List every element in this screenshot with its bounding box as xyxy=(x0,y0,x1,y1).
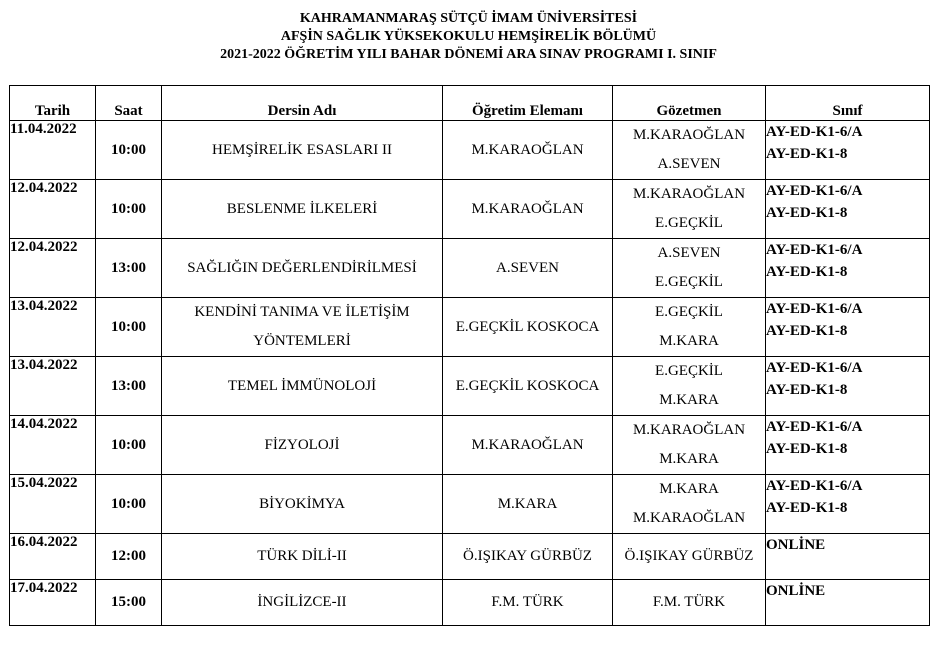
room-code: AY-ED-K1-6/A xyxy=(766,242,863,258)
instructor-cell: F.M. TÜRK xyxy=(443,580,613,626)
proctor-name: A.SEVEN xyxy=(657,245,721,261)
course-cell xyxy=(162,416,443,475)
proctor-cell xyxy=(613,416,766,475)
course-name-line: TEMEL İMMÜNOLOJİ xyxy=(227,377,377,394)
room-cell xyxy=(766,298,930,357)
room-code: AY-ED-K1-6/A xyxy=(766,183,863,199)
column-header-course: Dersin Adı xyxy=(162,86,443,121)
date-cell: 12.04.2022 xyxy=(10,239,96,298)
exam-schedule-table xyxy=(9,85,930,626)
proctor-name: M.KARA xyxy=(659,333,719,349)
room-code: AY-ED-K1-6/A xyxy=(766,360,863,376)
time-cell: 13:00 xyxy=(96,239,162,298)
room-cell xyxy=(766,475,930,534)
proctor-name: M.KARAOĞLAN xyxy=(632,510,746,526)
course-cell xyxy=(162,475,443,534)
course-name-line: İNGİLİZCE-II xyxy=(257,594,347,610)
proctor-name: E.GEÇKİL xyxy=(655,304,723,320)
date-cell: 16.04.2022 xyxy=(10,534,96,580)
course-name-line: TÜRK DİLİ-II xyxy=(257,548,347,564)
room-code: AY-ED-K1-6/A xyxy=(766,419,863,435)
proctor-name: E.GEÇKİL xyxy=(655,274,723,290)
proctor-cell xyxy=(613,239,766,298)
proctor-name: M.KARAOĞLAN xyxy=(632,127,746,143)
table-row xyxy=(10,416,930,475)
table-row xyxy=(10,357,930,416)
instructor-cell: A.SEVEN xyxy=(443,239,613,298)
time-cell: 10:00 xyxy=(96,475,162,534)
room-cell xyxy=(766,534,930,580)
proctor-cell xyxy=(613,534,766,580)
course-cell xyxy=(162,239,443,298)
date-cell: 14.04.2022 xyxy=(10,416,96,475)
course-name-line: HEMŞİRELİK ESASLARI II xyxy=(212,141,392,158)
date-cell: 12.04.2022 xyxy=(10,180,96,239)
table-row xyxy=(10,239,930,298)
room-code: AY-ED-K1-8 xyxy=(766,323,848,339)
proctor-name: M.KARA xyxy=(659,451,719,467)
column-header-date: Tarih xyxy=(10,86,96,121)
schedule-title: 2021-2022 ÖĞRETİM YILI BAHAR DÖNEMİ ARA SINAV PROGRAMI I. SINIF xyxy=(220,47,717,62)
table-row xyxy=(10,121,930,180)
course-cell xyxy=(162,534,443,580)
table-header-row xyxy=(10,86,930,121)
course-cell xyxy=(162,180,443,239)
room-cell xyxy=(766,580,930,626)
proctor-name: M.KARA xyxy=(659,481,719,497)
time-cell: 10:00 xyxy=(96,180,162,239)
table-row xyxy=(10,475,930,534)
course-cell xyxy=(162,357,443,416)
proctor-name: F.M. TÜRK xyxy=(652,594,726,610)
course-cell xyxy=(162,580,443,626)
room-cell xyxy=(766,239,930,298)
course-cell xyxy=(162,298,443,357)
table-row xyxy=(10,534,930,580)
proctor-name: E.GEÇKİL xyxy=(655,363,723,379)
room-code: AY-ED-K1-8 xyxy=(766,264,848,280)
time-cell: 13:00 xyxy=(96,357,162,416)
time-cell: 12:00 xyxy=(96,534,162,580)
course-cell xyxy=(162,121,443,180)
department-title: AFŞİN SAĞLIK YÜKSEKOKULU HEMŞİRELİK BÖLÜMÜ xyxy=(280,29,657,44)
room-cell xyxy=(766,357,930,416)
instructor-cell: M.KARAOĞLAN xyxy=(443,416,613,475)
document-header xyxy=(0,10,937,64)
proctor-cell xyxy=(613,180,766,239)
instructor-cell: Ö.IŞIKAY GÜRBÜZ xyxy=(443,534,613,580)
proctor-name: Ö.IŞIKAY GÜRBÜZ xyxy=(624,548,754,564)
university-title: KAHRAMANMARAŞ SÜTÇÜ İMAM ÜNİVERSİTESİ xyxy=(299,11,638,26)
date-cell: 13.04.2022 xyxy=(10,298,96,357)
room-code: AY-ED-K1-8 xyxy=(766,146,848,162)
course-name-line: BİYOKİMYA xyxy=(259,495,345,512)
proctor-name: M.KARAOĞLAN xyxy=(632,186,746,202)
room-cell xyxy=(766,121,930,180)
room-code: AY-ED-K1-8 xyxy=(766,441,848,457)
time-cell: 10:00 xyxy=(96,416,162,475)
date-cell: 11.04.2022 xyxy=(10,121,96,180)
instructor-cell: E.GEÇKİL KOSKOCA xyxy=(443,298,613,357)
date-cell: 13.04.2022 xyxy=(10,357,96,416)
course-name-line: FİZYOLOJİ xyxy=(264,436,340,453)
date-cell: 17.04.2022 xyxy=(10,580,96,626)
proctor-name: A.SEVEN xyxy=(657,156,721,172)
time-cell: 15:00 xyxy=(96,580,162,626)
room-cell xyxy=(766,180,930,239)
time-cell: 10:00 xyxy=(96,298,162,357)
instructor-cell: M.KARA xyxy=(443,475,613,534)
proctor-cell xyxy=(613,357,766,416)
room-code: AY-ED-K1-8 xyxy=(766,382,848,398)
room-code: AY-ED-K1-6/A xyxy=(766,478,863,494)
time-cell: 10:00 xyxy=(96,121,162,180)
proctor-cell xyxy=(613,121,766,180)
course-name-line: KENDİNİ TANIMA VE İLETİŞİM xyxy=(194,304,410,320)
room-code: AY-ED-K1-6/A xyxy=(766,301,863,317)
table-row xyxy=(10,580,930,626)
instructor-cell: E.GEÇKİL KOSKOCA xyxy=(443,357,613,416)
instructor-cell: M.KARAOĞLAN xyxy=(443,121,613,180)
column-header-proctor: Gözetmen xyxy=(613,86,766,121)
date-cell: 15.04.2022 xyxy=(10,475,96,534)
instructor-cell: M.KARAOĞLAN xyxy=(443,180,613,239)
room-code: AY-ED-K1-8 xyxy=(766,205,848,221)
room-code: AY-ED-K1-8 xyxy=(766,500,848,516)
course-name-line: YÖNTEMLERİ xyxy=(253,333,351,349)
proctor-name: M.KARAOĞLAN xyxy=(632,422,746,438)
proctor-cell xyxy=(613,580,766,626)
column-header-room: Sınıf xyxy=(766,86,930,121)
proctor-cell xyxy=(613,475,766,534)
column-header-instructor: Öğretim Elemanı xyxy=(443,86,613,121)
proctor-cell xyxy=(613,298,766,357)
proctor-name: E.GEÇKİL xyxy=(655,215,723,231)
room-code: ONLİNE xyxy=(766,583,826,599)
room-cell xyxy=(766,416,930,475)
course-name-line: SAĞLIĞIN DEĞERLENDİRİLMESİ xyxy=(187,259,417,276)
table-row xyxy=(10,180,930,239)
room-code: AY-ED-K1-6/A xyxy=(766,124,863,140)
table-row xyxy=(10,298,930,357)
proctor-name: M.KARA xyxy=(659,392,719,408)
course-name-line: BESLENME İLKELERİ xyxy=(226,200,378,217)
room-code: ONLİNE xyxy=(766,537,826,553)
column-header-time: Saat xyxy=(96,86,162,121)
